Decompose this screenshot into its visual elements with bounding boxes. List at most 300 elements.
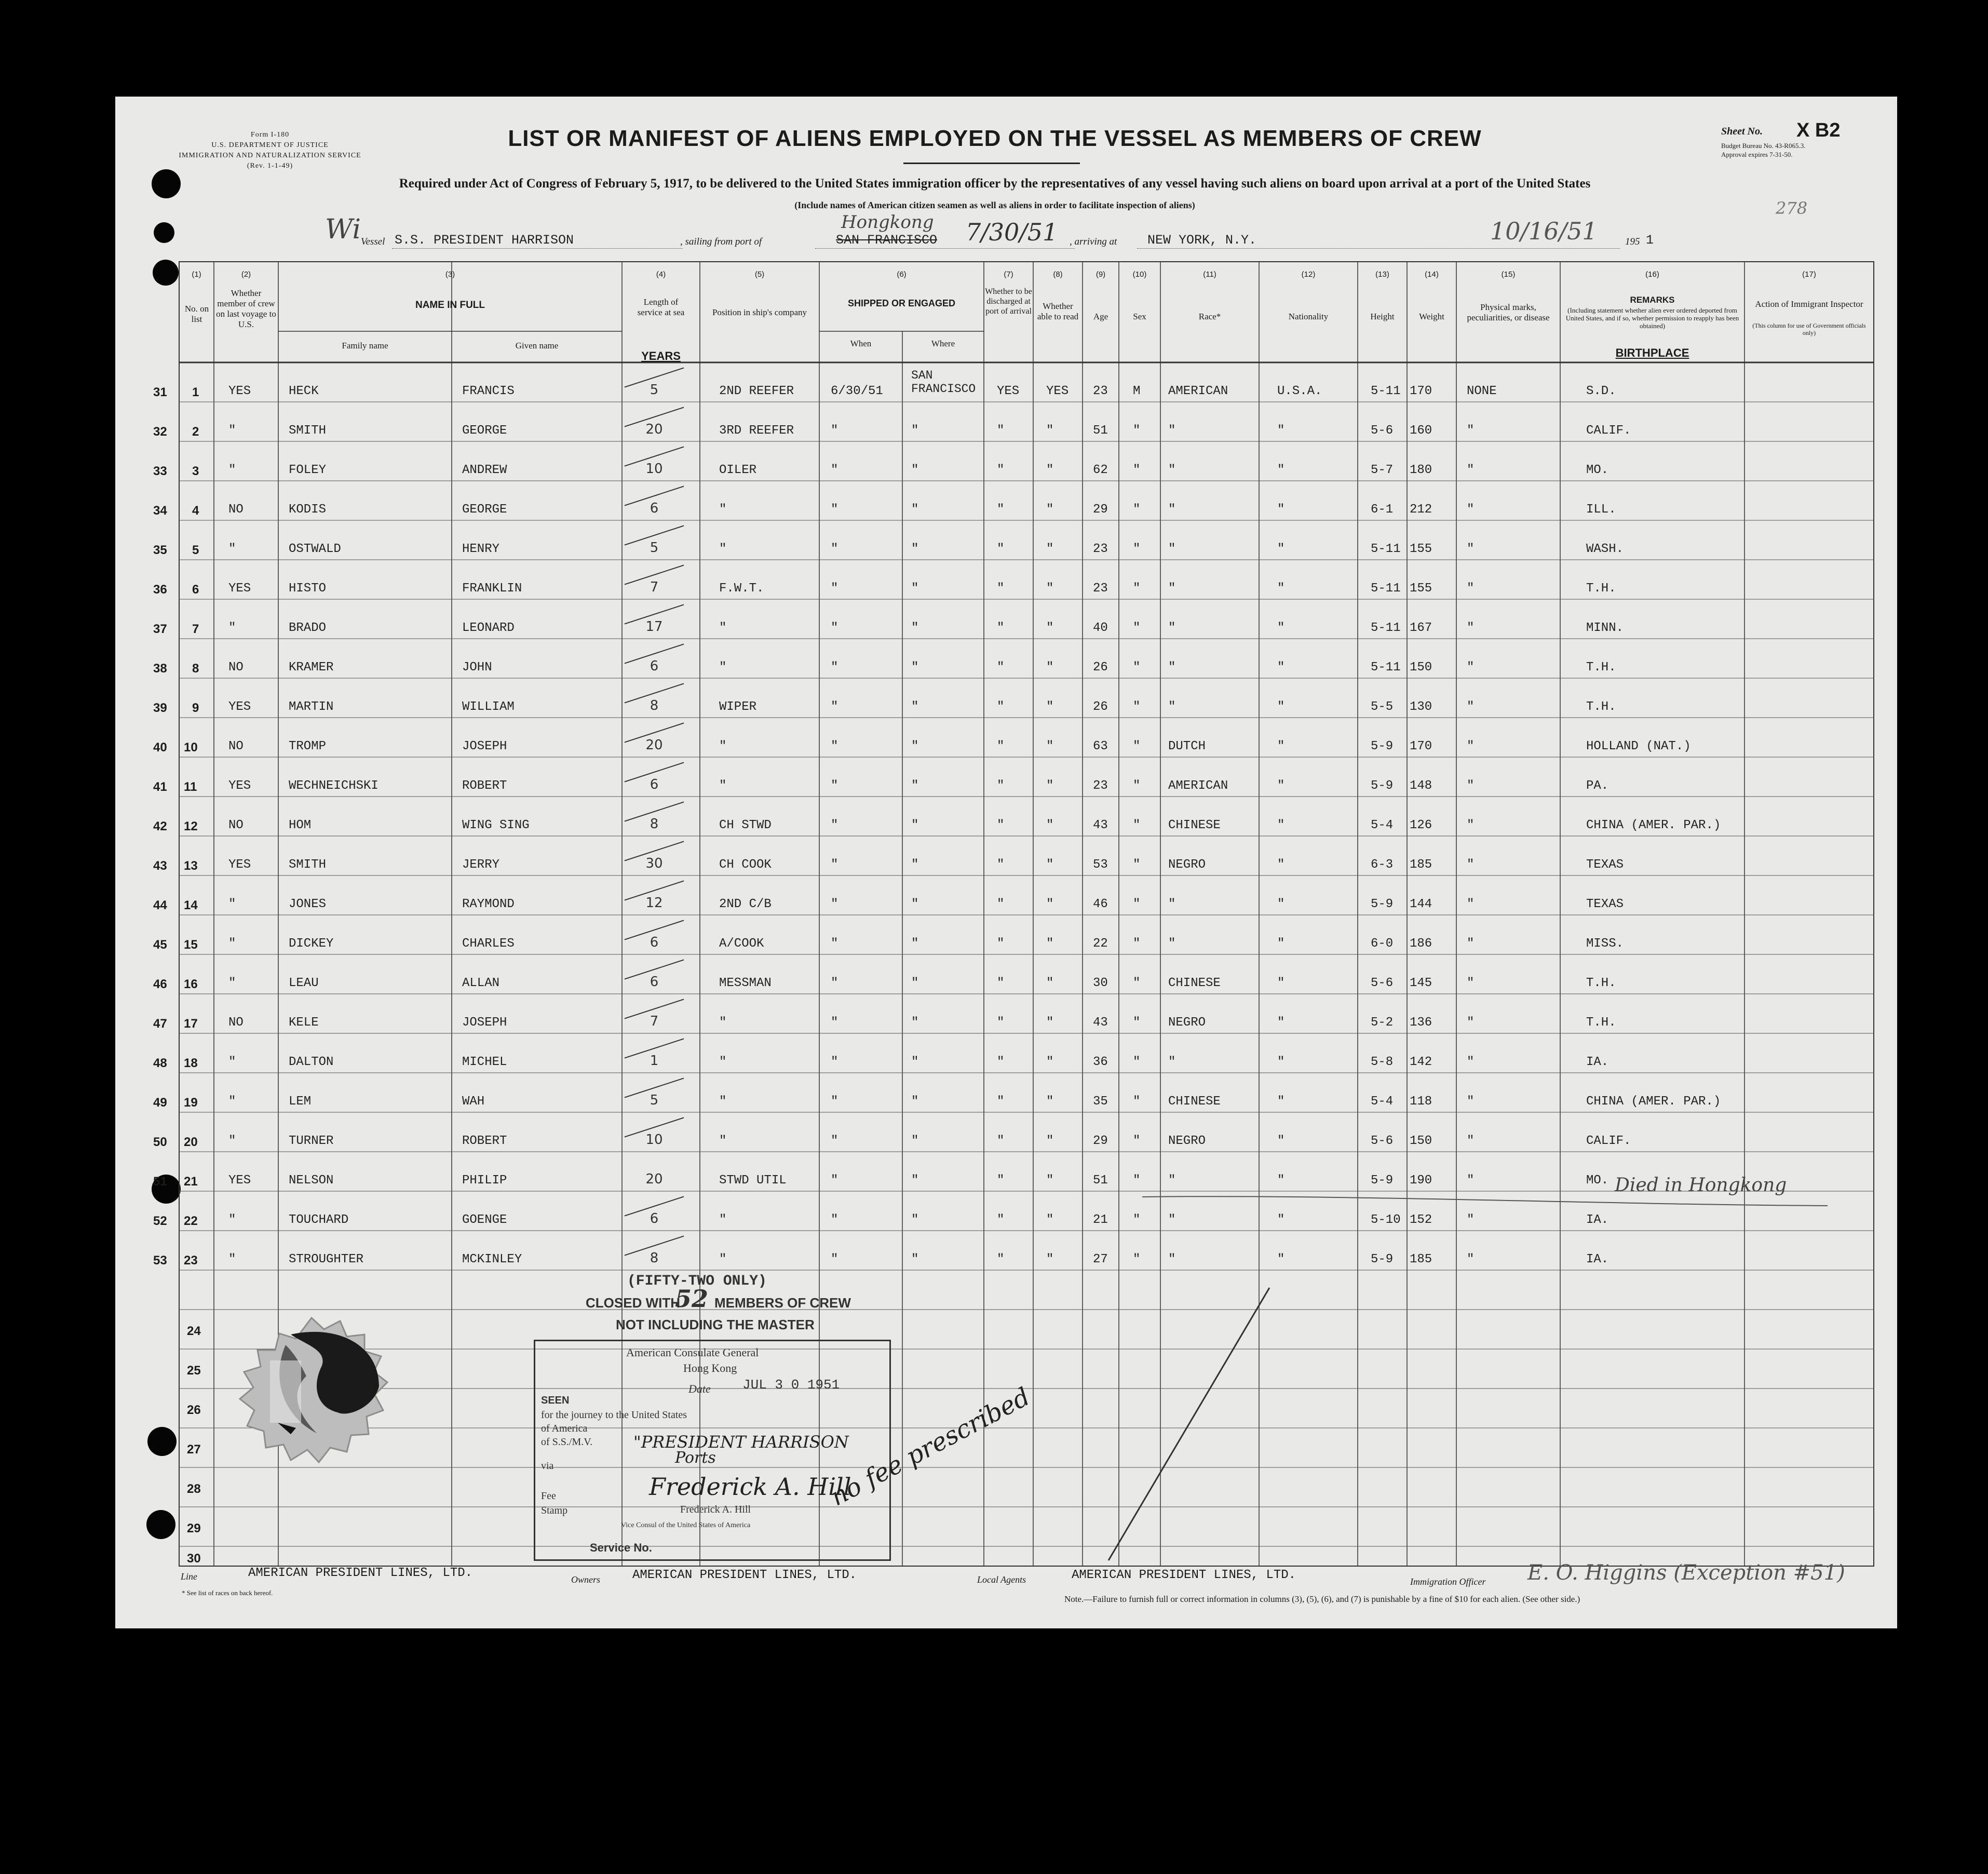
- age: 26: [1093, 660, 1108, 675]
- shipped-where: ": [911, 1095, 919, 1109]
- weight: 145: [1410, 976, 1432, 990]
- family-name: TOUCHARD: [289, 1213, 349, 1227]
- line-value: AMERICAN PRESIDENT LINES, LTD.: [248, 1566, 473, 1580]
- crew-status: YES: [228, 1174, 251, 1188]
- given-name: JOHN: [462, 660, 492, 675]
- age: 26: [1093, 700, 1108, 714]
- nationality: ": [1277, 1095, 1285, 1109]
- given-name: ALLAN: [462, 976, 500, 990]
- header-age: Age: [1093, 312, 1108, 321]
- crew-status: NO: [228, 818, 244, 832]
- header-sex: Sex: [1133, 312, 1146, 321]
- length-of-service: 6: [650, 935, 659, 950]
- nationality: ": [1277, 424, 1285, 438]
- race: ": [1168, 621, 1176, 635]
- able-to-read: ": [1046, 463, 1054, 477]
- sex: ": [1133, 937, 1141, 951]
- shipped-where: ": [911, 739, 919, 753]
- nationality: ": [1277, 660, 1285, 675]
- header-name-in-full: NAME IN FULL: [415, 300, 485, 311]
- shipped-when: ": [831, 424, 839, 438]
- given-name: JOSEPH: [462, 1016, 507, 1030]
- birthplace: T.H.: [1586, 582, 1616, 596]
- age: 53: [1093, 858, 1108, 872]
- physical-marks: ": [1467, 818, 1475, 832]
- able-to-read: ": [1046, 897, 1054, 911]
- height: 5-9: [1371, 1174, 1394, 1188]
- length-of-service: 7: [650, 579, 659, 595]
- height: 5-7: [1371, 463, 1394, 477]
- sex: ": [1133, 897, 1141, 911]
- nationality: ": [1277, 858, 1285, 872]
- race: ": [1168, 1055, 1176, 1069]
- able-to-read: ": [1046, 1174, 1054, 1188]
- discharge: ": [997, 1252, 1005, 1266]
- shipped-where: ": [911, 818, 919, 832]
- given-name: ROBERT: [462, 779, 507, 793]
- weight: 118: [1410, 1095, 1432, 1109]
- race: ": [1168, 937, 1176, 951]
- length-of-service: 30: [645, 856, 663, 871]
- family-name: FOLEY: [289, 463, 327, 477]
- able-to-read: ": [1046, 937, 1054, 951]
- able-to-read: ": [1046, 1252, 1054, 1266]
- shipped-when: ": [831, 660, 839, 675]
- race: AMERICAN: [1168, 384, 1228, 398]
- nationality: ": [1277, 1134, 1285, 1148]
- length-of-service: 5: [650, 540, 659, 556]
- family-name: HOM: [289, 818, 312, 832]
- able-to-read: ": [1046, 1213, 1054, 1227]
- nationality: U.S.A.: [1277, 384, 1322, 398]
- family-name: HISTO: [289, 582, 327, 596]
- sex: ": [1133, 1134, 1141, 1148]
- shipped-where: ": [911, 1016, 919, 1030]
- given-name: GEORGE: [462, 503, 507, 517]
- crew-status: YES: [228, 384, 251, 398]
- length-of-service: 10: [645, 1132, 663, 1148]
- physical-marks: ": [1467, 897, 1475, 911]
- nationality: ": [1277, 1213, 1285, 1227]
- physical-marks: ": [1467, 621, 1475, 635]
- shipped-when: ": [831, 542, 839, 556]
- height: 5-9: [1371, 739, 1394, 753]
- consul-name: Frederick A. Hill: [680, 1504, 751, 1515]
- family-name: DALTON: [289, 1055, 334, 1069]
- sex: M: [1133, 384, 1141, 398]
- gutter-number: 41: [153, 780, 167, 794]
- physical-marks: ": [1467, 660, 1475, 675]
- physical-marks: ": [1467, 1095, 1475, 1109]
- year-digit: 1: [1646, 233, 1654, 248]
- header-no-on-list: No. on list: [184, 304, 209, 324]
- arriving-label: , arriving at: [1070, 236, 1117, 247]
- position: ": [719, 1252, 727, 1266]
- sex: ": [1133, 1213, 1141, 1227]
- vessel-label: Vessel: [361, 236, 385, 247]
- position: ": [719, 1213, 727, 1227]
- race: CHINESE: [1168, 976, 1221, 990]
- sex: ": [1133, 463, 1141, 477]
- age: 29: [1093, 1134, 1108, 1148]
- weight: 212: [1410, 503, 1432, 517]
- consul-signature: Frederick A. Hill: [649, 1473, 851, 1501]
- table-row: [0, 599, 1988, 639]
- row-number: 12: [184, 819, 198, 833]
- table-row: [0, 362, 1988, 402]
- physical-marks: ": [1467, 739, 1475, 753]
- given-name: JOSEPH: [462, 739, 507, 753]
- race: AMERICAN: [1168, 779, 1228, 793]
- height: 6-1: [1371, 503, 1394, 517]
- height: 5-4: [1371, 818, 1394, 832]
- birthplace: T.H.: [1586, 700, 1616, 714]
- seen-label: SEEN: [541, 1395, 570, 1406]
- given-name: WILLIAM: [462, 700, 515, 714]
- empty-row-number: 26: [187, 1403, 201, 1417]
- table-row: [0, 560, 1988, 599]
- age: 23: [1093, 582, 1108, 596]
- height: 5-6: [1371, 424, 1394, 438]
- birthplace: CALIF.: [1586, 1134, 1631, 1148]
- able-to-read: ": [1046, 542, 1054, 556]
- row-number: 3: [192, 464, 199, 478]
- col-number: (4): [656, 270, 666, 279]
- birthplace: HOLLAND (NAT.): [1586, 739, 1691, 753]
- race: ": [1168, 1174, 1176, 1188]
- row-number: 17: [184, 1017, 198, 1031]
- birthplace: T.H.: [1586, 660, 1616, 675]
- discharge: ": [997, 621, 1005, 635]
- gutter-number: 46: [153, 977, 167, 991]
- given-name: FRANKLIN: [462, 582, 522, 596]
- department: U.S. DEPARTMENT OF JUSTICE: [211, 141, 329, 149]
- birthplace: MO.: [1586, 463, 1609, 477]
- weight: 152: [1410, 1213, 1432, 1227]
- members-of-crew: MEMBERS OF CREW: [714, 1295, 851, 1311]
- race: ": [1168, 463, 1176, 477]
- consul-title: Vice Consul of the United States of America: [621, 1521, 751, 1529]
- shipped-where: ": [911, 503, 919, 517]
- requirement-text: Required under Act of Congress of February 5, 1917, to be delivered to the United States immigration officer by the representatives of any vessel having such aliens on board upon arrival at a port of the United States: [399, 177, 1591, 191]
- height: 5-11: [1371, 384, 1401, 398]
- header-remarks-note: (Including statement whether alien ever ordered deported from United States, and if so, whether permission to reapply has been obtained): [1565, 306, 1739, 330]
- sex: ": [1133, 700, 1141, 714]
- table-row: [0, 875, 1988, 915]
- shipped-when: ": [831, 818, 839, 832]
- length-of-service: 20: [645, 422, 663, 437]
- row-number: 6: [192, 583, 199, 597]
- discharge: ": [997, 582, 1005, 596]
- physical-marks: ": [1467, 463, 1475, 477]
- shipped-where: ": [911, 582, 919, 596]
- age: 30: [1093, 976, 1108, 990]
- nationality: ": [1277, 1252, 1285, 1266]
- crew-status: ": [228, 463, 236, 477]
- row-number: 10: [184, 740, 198, 754]
- age: 23: [1093, 384, 1108, 398]
- weight: 160: [1410, 424, 1432, 438]
- discharge: ": [997, 937, 1005, 951]
- family-name: JONES: [289, 897, 327, 911]
- agents-value: AMERICAN PRESIDENT LINES, LTD.: [1072, 1568, 1296, 1582]
- gutter-number: 44: [153, 898, 167, 912]
- table-row: [0, 1112, 1988, 1152]
- discharge: ": [997, 1095, 1005, 1109]
- year-label: 195: [1625, 236, 1640, 247]
- col-number: (6): [897, 270, 907, 279]
- crew-status: YES: [228, 858, 251, 872]
- sailing-date: 7/30/51: [966, 218, 1058, 246]
- discharge: ": [997, 1016, 1005, 1030]
- discharge: ": [997, 1055, 1005, 1069]
- position: ": [719, 1134, 727, 1148]
- col-number: (5): [754, 270, 765, 279]
- length-of-service: 17: [645, 619, 663, 635]
- position: WIPER: [719, 700, 757, 714]
- closed-with: CLOSED WITH: [586, 1295, 680, 1311]
- discharge: ": [997, 542, 1005, 556]
- birthplace: IA.: [1586, 1252, 1609, 1266]
- header-where: Where: [931, 339, 955, 348]
- agents-label: Local Agents: [977, 1574, 1026, 1585]
- race: ": [1168, 660, 1176, 675]
- race: NEGRO: [1168, 1134, 1206, 1148]
- position: CH STWD: [719, 818, 772, 832]
- physical-marks: NONE: [1467, 384, 1497, 398]
- nationality: ": [1277, 582, 1285, 596]
- shipped-where: ": [911, 1174, 919, 1188]
- shipped-when: 6/30/51: [831, 384, 883, 398]
- col-number: (10): [1132, 270, 1147, 279]
- nationality: ": [1277, 621, 1285, 635]
- shipped-when: ": [831, 463, 839, 477]
- shipped-when: ": [831, 937, 839, 951]
- consulate-name: American Consulate General: [626, 1346, 759, 1359]
- table-row: [0, 1033, 1988, 1073]
- discharge: YES: [997, 384, 1020, 398]
- family-name: MARTIN: [289, 700, 334, 714]
- height: 5-5: [1371, 700, 1394, 714]
- length-of-service: 1: [650, 1053, 659, 1069]
- birthplace: TEXAS: [1586, 897, 1624, 911]
- given-name: WAH: [462, 1095, 485, 1109]
- col-number: (2): [241, 270, 251, 279]
- form-number: Form I-180: [250, 131, 290, 139]
- header-weight: Weight: [1419, 312, 1444, 321]
- height: 5-11: [1371, 582, 1401, 596]
- line-label: Line: [181, 1571, 198, 1582]
- row-number: 7: [192, 622, 199, 636]
- race: NEGRO: [1168, 858, 1206, 872]
- discharge: ": [997, 1213, 1005, 1227]
- birthplace: WASH.: [1586, 542, 1624, 556]
- header-shipped-engaged: SHIPPED OR ENGAGED: [847, 298, 956, 308]
- given-name: ROBERT: [462, 1134, 507, 1148]
- sex: ": [1133, 503, 1141, 517]
- gutter-number: 50: [153, 1135, 167, 1149]
- age: 27: [1093, 1252, 1108, 1266]
- race: ": [1168, 582, 1176, 596]
- race: CHINESE: [1168, 818, 1221, 832]
- physical-marks: ": [1467, 1174, 1475, 1188]
- shipped-when: ": [831, 858, 839, 872]
- officer-label: Immigration Officer: [1410, 1576, 1486, 1587]
- not-including-master: NOT INCLUDING THE MASTER: [616, 1317, 815, 1332]
- birthplace: MISS.: [1586, 937, 1624, 951]
- able-to-read: ": [1046, 660, 1054, 675]
- physical-marks: ": [1467, 700, 1475, 714]
- nationality: ": [1277, 503, 1285, 517]
- birthplace: IA.: [1586, 1055, 1609, 1069]
- col-number: (3): [445, 270, 455, 279]
- height: 5-4: [1371, 1095, 1394, 1109]
- table-row: [0, 718, 1988, 757]
- discharge: ": [997, 1174, 1005, 1188]
- given-name: CHARLES: [462, 937, 515, 951]
- header-remarks: REMARKS: [1630, 295, 1675, 305]
- header-crew-last-voyage: Whether member of crew on last voyage to U.S.: [216, 288, 276, 329]
- able-to-read: ": [1046, 582, 1054, 596]
- sex: ": [1133, 976, 1141, 990]
- row-number: 2: [192, 425, 199, 439]
- gutter-number: 48: [153, 1056, 167, 1070]
- nationality: ": [1277, 897, 1285, 911]
- shipped-where: ": [911, 700, 919, 714]
- race: NEGRO: [1168, 1016, 1206, 1030]
- given-name: MICHEL: [462, 1055, 507, 1069]
- family-name: STROUGHTER: [289, 1252, 364, 1266]
- physical-marks: ": [1467, 858, 1475, 872]
- empty-row-number: 28: [187, 1482, 201, 1496]
- family-name: BRADO: [289, 621, 327, 635]
- gutter-number: 43: [153, 859, 167, 873]
- gutter-number: 33: [153, 464, 167, 478]
- row-number: 20: [184, 1135, 198, 1149]
- page-title: LIST OR MANIFEST OF ALIENS EMPLOYED ON THE VESSEL AS MEMBERS OF CREW: [508, 126, 1482, 151]
- table-row: [0, 994, 1988, 1033]
- family-name: TROMP: [289, 739, 327, 753]
- gutter-number: 34: [153, 504, 167, 518]
- race: ": [1168, 503, 1176, 517]
- age: 63: [1093, 739, 1108, 753]
- length-of-service: 20: [645, 1171, 663, 1187]
- col-number: (8): [1053, 270, 1063, 279]
- discharge: ": [997, 700, 1005, 714]
- row-number: 5: [192, 543, 199, 557]
- table-row: [0, 757, 1988, 797]
- discharge: ": [997, 660, 1005, 675]
- given-name: HENRY: [462, 542, 500, 556]
- col-number: (9): [1096, 270, 1106, 279]
- sheet-number: X B2: [1796, 119, 1841, 141]
- no-fee-note: no fee prescribed: [826, 1382, 1035, 1512]
- height: 5-2: [1371, 1016, 1394, 1030]
- shipped-where: ": [911, 1252, 919, 1266]
- shipped-when: ": [831, 739, 839, 753]
- sex: ": [1133, 1174, 1141, 1188]
- table-row: [0, 520, 1988, 560]
- position: F.W.T.: [719, 582, 764, 596]
- discharge: ": [997, 463, 1005, 477]
- row-number: 1: [192, 385, 199, 399]
- able-to-read: ": [1046, 818, 1054, 832]
- of-ss-label: of S.S./M.V.: [541, 1436, 593, 1448]
- table-row: [0, 836, 1988, 875]
- position: OILER: [719, 463, 757, 477]
- able-to-read: ": [1046, 739, 1054, 753]
- empty-row-number: 29: [187, 1521, 201, 1535]
- sex: ": [1133, 542, 1141, 556]
- vessel-name: S.S. PRESIDENT HARRISON: [395, 233, 574, 248]
- sex: ": [1133, 1095, 1141, 1109]
- age: 23: [1093, 542, 1108, 556]
- race: ": [1168, 542, 1176, 556]
- empty-row-number: 24: [187, 1324, 201, 1338]
- given-name: LEONARD: [462, 621, 515, 635]
- race: ": [1168, 424, 1176, 438]
- stamp-label: Stamp: [541, 1505, 568, 1516]
- weight: 186: [1410, 937, 1432, 951]
- col-number: (1): [192, 270, 201, 279]
- gutter-number: 52: [153, 1214, 167, 1228]
- age: 29: [1093, 503, 1108, 517]
- crew-status: YES: [228, 582, 251, 596]
- gutter-number: 32: [153, 425, 167, 439]
- shipped-where: ": [911, 621, 919, 635]
- table-row: [0, 954, 1988, 994]
- crew-status: ": [228, 424, 236, 438]
- race: ": [1168, 700, 1176, 714]
- family-name: KELE: [289, 1016, 319, 1030]
- stamp-ship-name: "PRESIDENT HARRISON: [633, 1432, 849, 1452]
- physical-marks: ": [1467, 937, 1475, 951]
- crew-status: NO: [228, 1016, 244, 1030]
- race: CHINESE: [1168, 1095, 1221, 1109]
- nationality: ": [1277, 1055, 1285, 1069]
- crew-status: ": [228, 1055, 236, 1069]
- sex: ": [1133, 1016, 1141, 1030]
- sex: ": [1133, 818, 1141, 832]
- physical-marks: ": [1467, 1252, 1475, 1266]
- races-note: * See list of races on back hereof.: [182, 1589, 273, 1597]
- row-number: 13: [184, 859, 198, 873]
- age: 21: [1093, 1213, 1108, 1227]
- birthplace: IA.: [1586, 1213, 1609, 1227]
- nationality: ": [1277, 463, 1285, 477]
- height: 5-9: [1371, 1252, 1394, 1266]
- sex: ": [1133, 739, 1141, 753]
- birthplace: CHINA (AMER. PAR.): [1586, 1095, 1721, 1109]
- crew-status: NO: [228, 503, 244, 517]
- include-note: (Include names of American citizen seamen as well as aliens in order to facilitate inspection of aliens): [794, 200, 1195, 210]
- row-number: 8: [192, 662, 199, 676]
- nationality: ": [1277, 700, 1285, 714]
- fee-label: Fee: [541, 1490, 556, 1502]
- height: 5-11: [1371, 621, 1401, 635]
- arriving-port: NEW YORK, N.Y.: [1147, 233, 1257, 248]
- given-name: ANDREW: [462, 463, 507, 477]
- birthplace: S.D.: [1586, 384, 1616, 398]
- table-row: [0, 1073, 1988, 1112]
- gutter-number: 42: [153, 819, 167, 833]
- weight: 150: [1410, 1134, 1432, 1148]
- length-of-service: 5: [650, 1093, 659, 1108]
- penalty-note: Note.—Failure to furnish full or correct information in columns (3), (5), (6), and (7) is punishable by a fine of $10 for each alien. (See other side.): [1064, 1594, 1580, 1604]
- age: 51: [1093, 1174, 1108, 1188]
- gutter-number: 31: [153, 385, 167, 399]
- physical-marks: ": [1467, 424, 1475, 438]
